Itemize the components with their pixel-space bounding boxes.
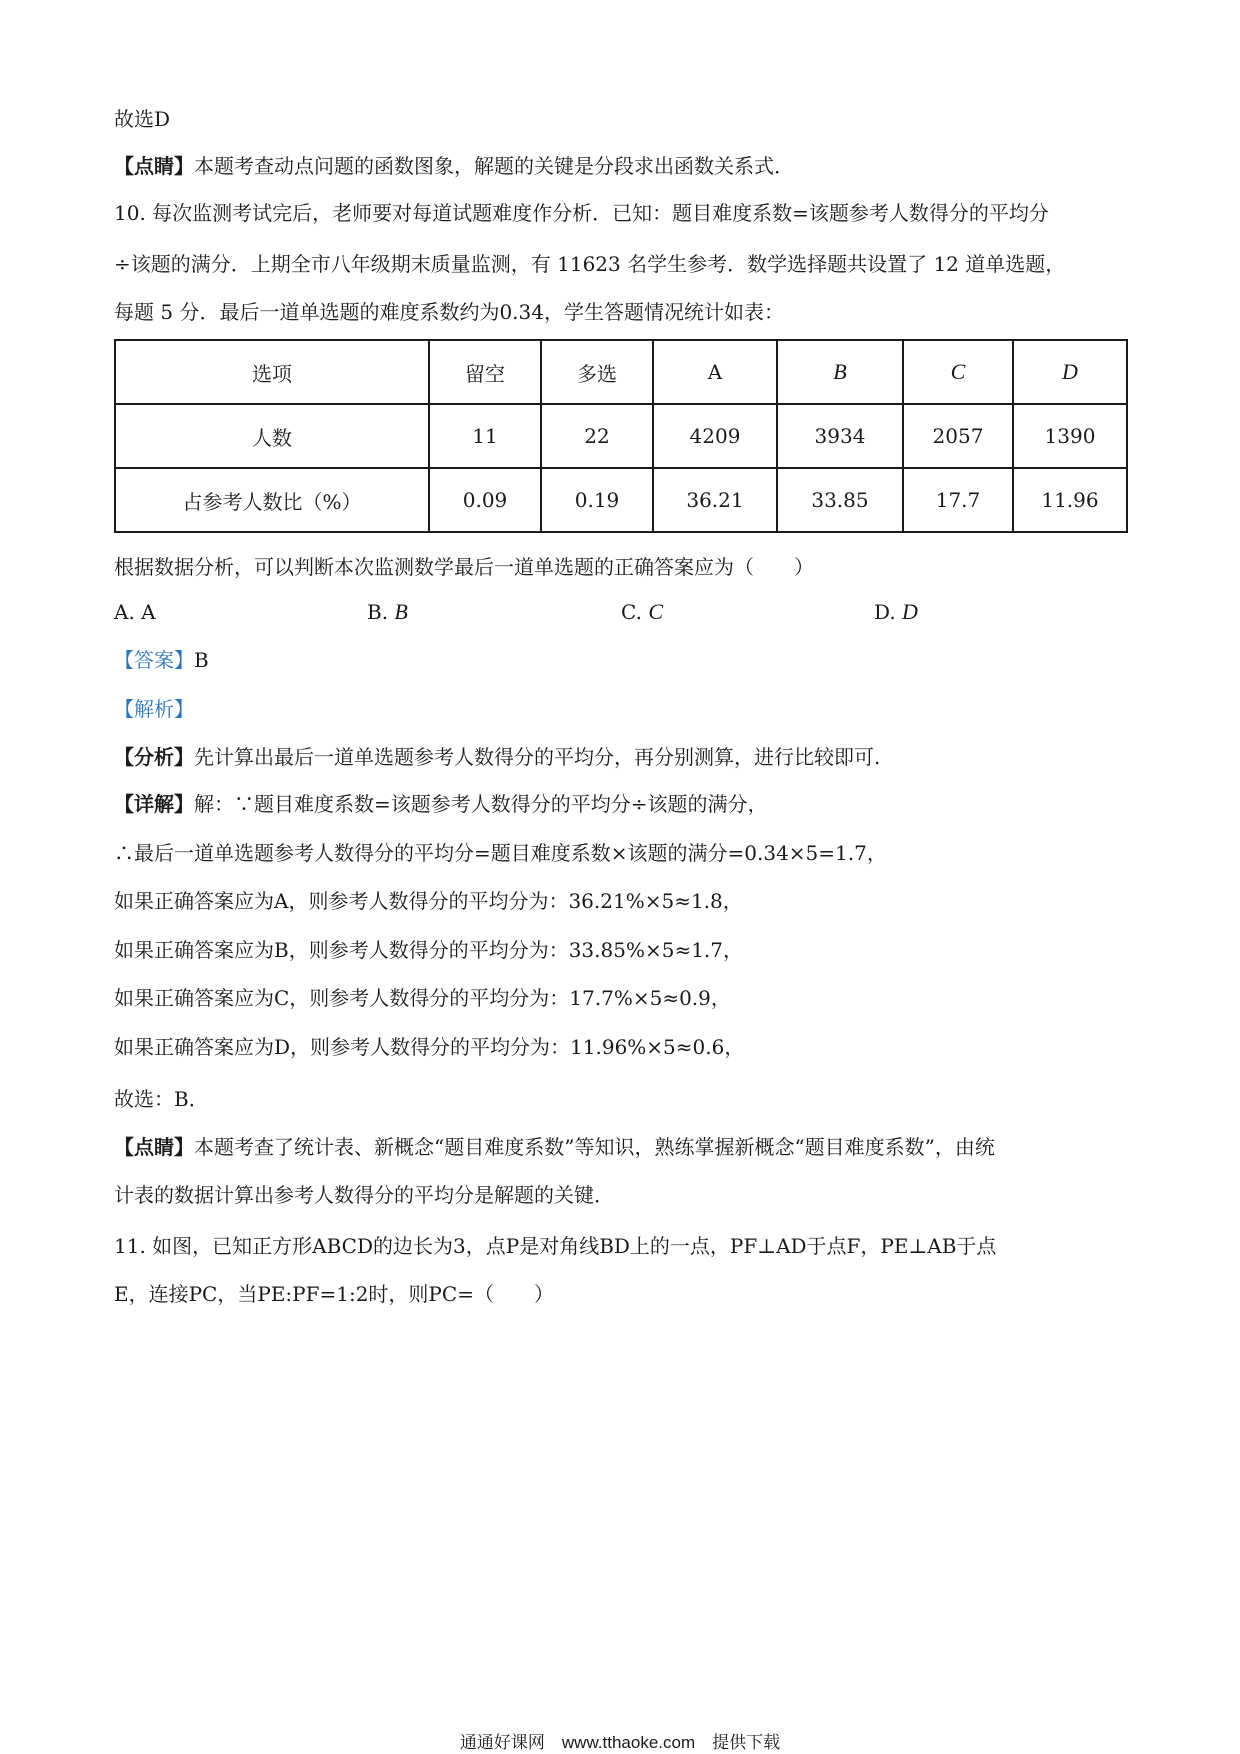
fenxi-tag: 【分析】 — [114, 745, 194, 769]
solution-step: 故选：B． — [114, 1087, 209, 1111]
table-cell: 11.96 — [1013, 468, 1127, 532]
table-cell: 2057 — [903, 404, 1013, 468]
answer-line — [114, 646, 209, 674]
table-row — [115, 468, 1127, 532]
question-10-stem-tail: 根据数据分析，可以判断本次监测数学最后一道单选题的正确答案应为（ ） — [114, 555, 814, 579]
dianjing-line-2: 计表的数据计算出参考人数得分的平均分是解题的关键． — [114, 1183, 614, 1207]
table-header-cell: A — [653, 340, 777, 404]
dianjing-line-1 — [114, 1133, 995, 1161]
fenxi-line — [114, 743, 880, 771]
table-cell: 36.21 — [653, 468, 777, 532]
option-c — [621, 598, 663, 626]
dianjing-tag: 【点睛】 — [114, 1135, 194, 1159]
table-cell: 占参考人数比（%） — [115, 468, 429, 532]
answer-value: B — [194, 648, 209, 672]
page-footer: 通通好课网 www.tthaoke.com 提供下载 — [459, 1733, 781, 1752]
table-cell: 0.09 — [429, 468, 541, 532]
table-row — [115, 404, 1127, 468]
xiangjie-text: 解：∵题目难度系数=该题参考人数得分的平均分÷该题的满分， — [194, 792, 768, 816]
solution-step: 如果正确答案应为A，则参考人数得分的平均分为：36.21%×5≈1.8， — [114, 889, 743, 913]
table-header-cell: 选项 — [115, 340, 429, 404]
answer-options — [114, 598, 1128, 626]
table-header-cell: C — [903, 340, 1013, 404]
question-11-line-2: E，连接PC，当PE:PF=1:2时，则PC=（ ） — [114, 1282, 554, 1306]
previous-dianjing-line — [114, 152, 794, 180]
table-header-cell: B — [777, 340, 903, 404]
option-d-value: D — [902, 599, 918, 624]
option-c-value: C — [648, 599, 663, 624]
table-cell: 11 — [429, 404, 541, 468]
table-header-cell: 留空 — [429, 340, 541, 404]
question-10-line-2: ÷该题的满分．上期全市八年级期末质量监测，有 11623 名学生参考．数学选择题共设置了 12 道单选题， — [114, 252, 1066, 276]
option-b-value: B — [394, 599, 408, 624]
dianjing-text: 本题考查了统计表、新概念“题目难度系数”等知识，熟练掌握新概念“题目难度系数”，由统 — [194, 1135, 995, 1159]
dianjing-text: 本题考查动点问题的函数图象，解题的关键是分段求出函数关系式． — [194, 154, 794, 178]
table-cell: 17.7 — [903, 468, 1013, 532]
statistics-table — [114, 339, 1128, 533]
table-header-row — [115, 340, 1127, 404]
option-d — [874, 598, 918, 626]
table-cell: 33.85 — [777, 468, 903, 532]
table-header-cell: 多选 — [541, 340, 653, 404]
option-b-label: B. — [367, 600, 389, 624]
table-cell: 22 — [541, 404, 653, 468]
question-10-line-1: 10. 每次监测考试完后，老师要对每道试题难度作分析．已知：题目难度系数=该题参考人数得分的平均分 — [114, 201, 1049, 225]
option-b — [367, 598, 408, 626]
question-10-line-3: 每题 5 分．最后一道单选题的难度系数约为0.34，学生答题情况统计如表： — [114, 300, 784, 324]
solution-step: 如果正确答案应为D，则参考人数得分的平均分为：11.96%×5≈0.6， — [114, 1035, 745, 1059]
answer-tag: 【答案】 — [114, 648, 194, 672]
fenxi-text: 先计算出最后一道单选题参考人数得分的平均分，再分别测算，进行比较即可. — [194, 745, 881, 769]
table-cell: 3934 — [777, 404, 903, 468]
table-cell: 0.19 — [541, 468, 653, 532]
xiangjie-line — [114, 790, 768, 818]
table-header-cell: D — [1013, 340, 1127, 404]
previous-answer-line: 故选D — [114, 107, 171, 131]
solution-step: 如果正确答案应为C，则参考人数得分的平均分为：17.7%×5≈0.9， — [114, 986, 731, 1010]
question-11-line-1: 11. 如图，已知正方形ABCD的边长为3，点P是对角线BD上的一点，PF⊥AD于点F，PE⊥AB于点 — [114, 1234, 997, 1258]
table-cell: 4209 — [653, 404, 777, 468]
table-cell: 人数 — [115, 404, 429, 468]
dianjing-tag: 【点睛】 — [114, 154, 194, 178]
option-a-label: A. — [114, 600, 135, 624]
option-a-value: A — [141, 600, 156, 624]
solution-step: 如果正确答案应为B，则参考人数得分的平均分为：33.85%×5≈1.7， — [114, 938, 744, 962]
solution-step: ∴最后一道单选题参考人数得分的平均分=题目难度系数×该题的满分=0.34×5=1.7， — [114, 841, 887, 865]
option-c-label: C. — [621, 600, 642, 624]
option-d-label: D. — [874, 600, 896, 624]
analysis-tag: 【解析】 — [114, 697, 194, 721]
option-a — [114, 598, 156, 626]
table-cell: 1390 — [1013, 404, 1127, 468]
xiangjie-tag: 【详解】 — [114, 792, 194, 816]
